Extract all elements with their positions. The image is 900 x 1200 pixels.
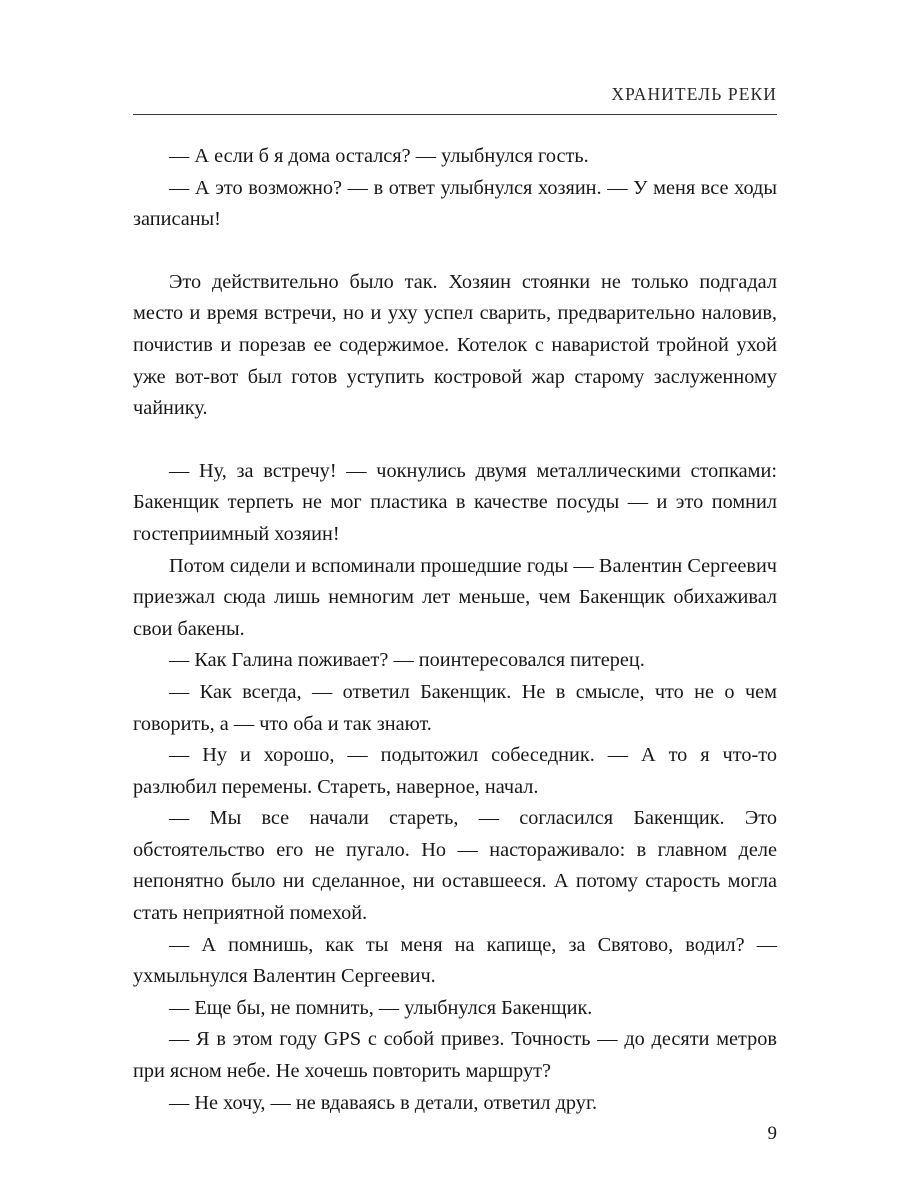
paragraph: — Ну, за встречу! — чокнулись двумя металлическими стопками: Бакенщик терпеть не мог пластика в качестве посуды — и это помнил гостеприимный хозяин! [133, 459, 777, 545]
header-divider [133, 114, 777, 115]
paragraph: — Не хочу, — не вдаваясь в детали, ответил друг. [169, 1091, 598, 1114]
paragraph: — Как Галина поживает? — поинтересовался питерец. [169, 649, 645, 672]
paragraph: — Ну и хорошо, — подытожил собеседник. — А то я что-то разлюбил перемены. Стареть, наверное, начал. [133, 744, 777, 798]
paragraph: Это действительно было так. Хозяин стоянки не только подгадал место и время встречи, но и уху успел сварить, предварительно наловив, почистив и порезав ее содержимое. Котелок с наваристой тройной ухой уже вот-вот был готов уступить костровой жар старому заслуженному чайнику. [133, 270, 777, 420]
paragraph: — Как всегда, — ответил Бакенщик. Не в смысле, что не о чем говорить, а — что оба и так знают. [133, 680, 777, 735]
paragraph: — Мы все начали стареть, — согласился Бакенщик. Это обстоятельство его не пугало. Но — настораживало: в главном деле непонятно было ни сделанное, ни оставшееся. А потому старость могла стать неприятной помехой. [133, 807, 777, 925]
paragraph: — А если б я дома остался? — улыбнулся гость. [169, 145, 589, 167]
running-head: ХРАНИТЕЛЬ РЕКИ [611, 84, 777, 104]
paragraph: — Еще бы, не помнить, — улыбнулся Бакенщик. [169, 996, 593, 1019]
page-number: 9 [767, 1123, 777, 1144]
paragraph: — Я в этом году GPS с собой привез. Точность — до десяти метров при ясном небе. Не хочешь повторить маршрут? [133, 1028, 777, 1083]
page-content [133, 0, 777, 1119]
paragraph: Потом сидели и вспоминали прошедшие годы — Валентин Сергеевич приезжал сюда лишь немногим лет меньше, чем Бакенщик обихаживал свои бакены. [133, 554, 777, 640]
paragraph: — А это возможно? — в ответ улыбнулся хозяин. — У меня все ходы записаны! [133, 176, 777, 231]
body-text [133, 141, 777, 1119]
paragraph: — А помнишь, как ты меня на капище, за Святово, водил? — ухмыльнулся Валентин Сергеевич. [133, 933, 777, 988]
